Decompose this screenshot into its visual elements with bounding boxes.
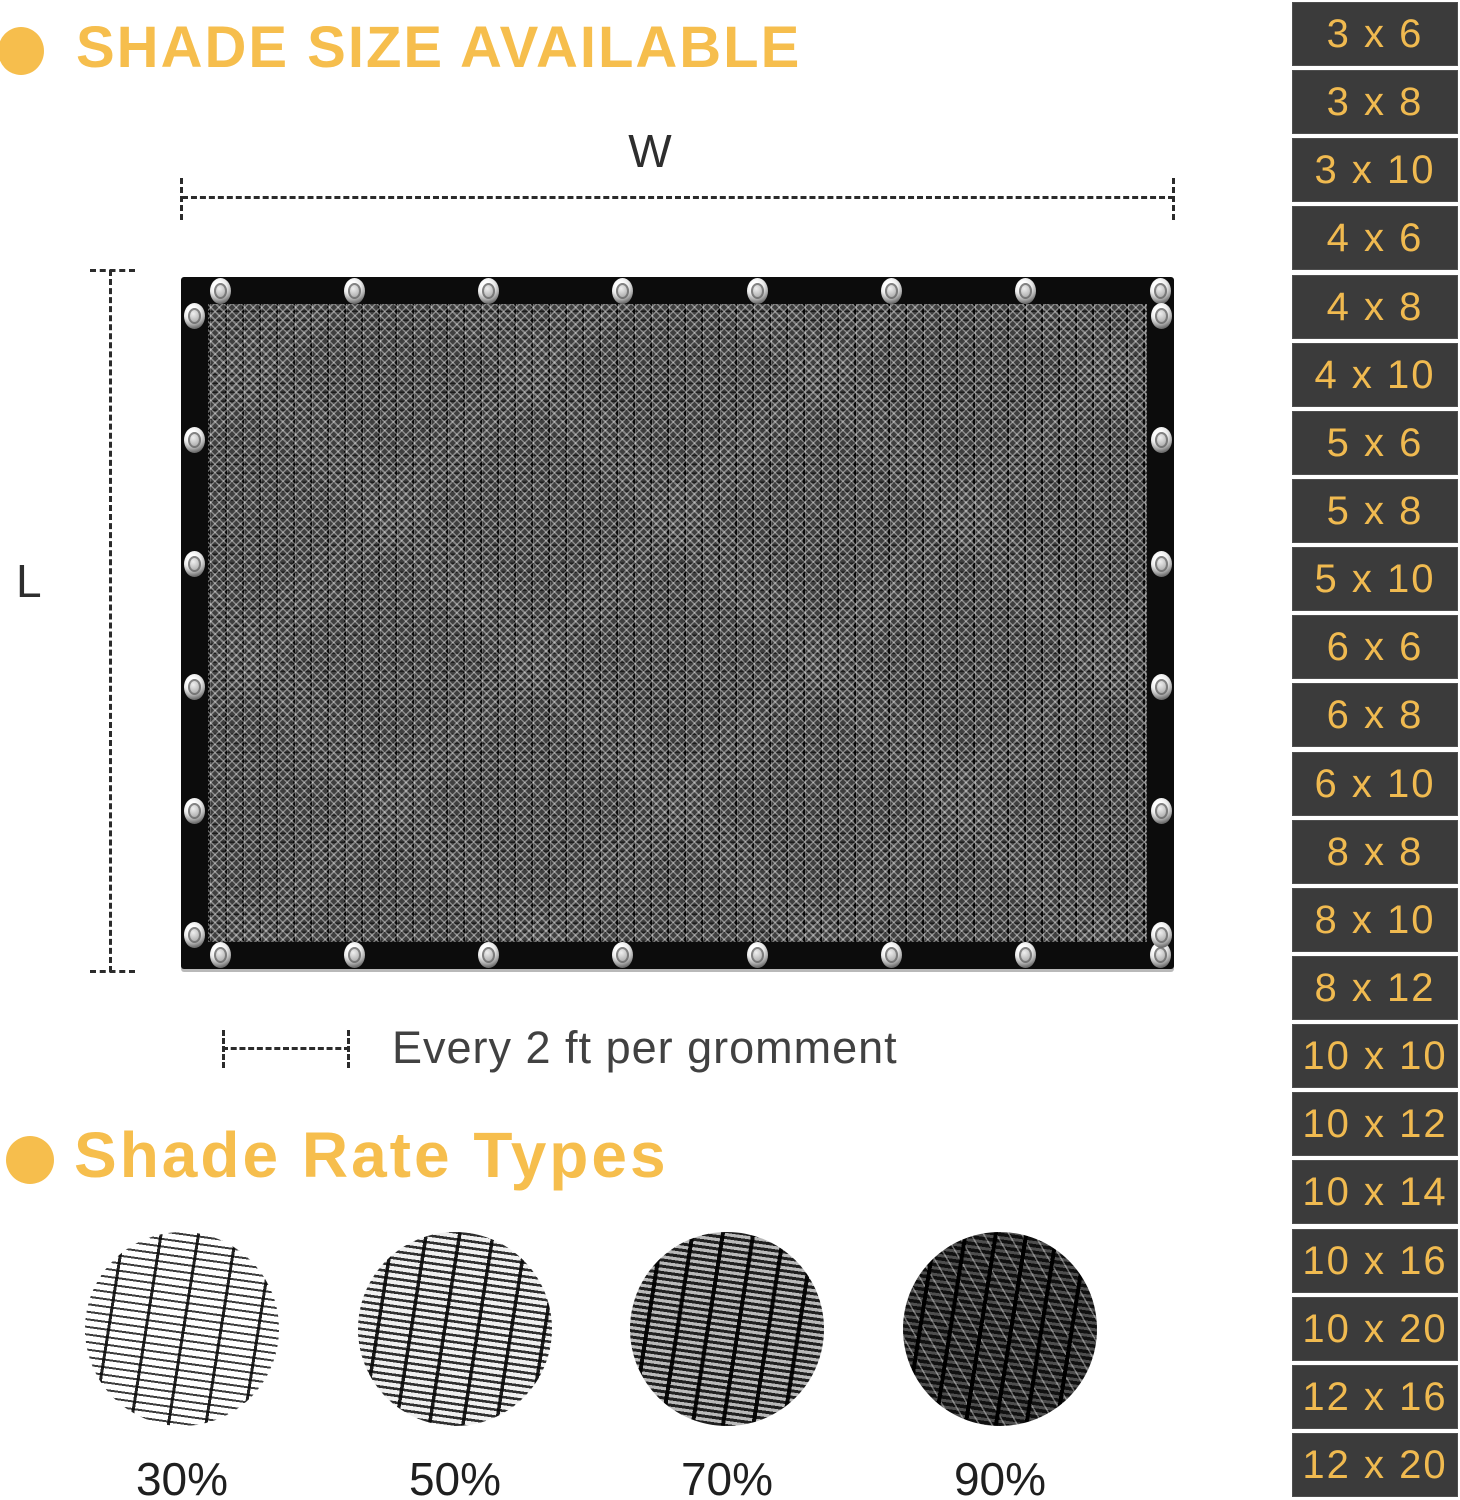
dimension-dash-bar xyxy=(222,1047,350,1050)
page-title: SHADE SIZE AVAILABLE xyxy=(76,15,802,80)
size-chip: 4 x 10 xyxy=(1292,343,1458,407)
shade-rate-percentage: 50% xyxy=(408,1453,502,1500)
size-chip: 12 x 16 xyxy=(1292,1365,1458,1429)
grommet-icon xyxy=(881,278,902,304)
size-chip: 10 x 20 xyxy=(1292,1297,1458,1361)
size-chip: 8 x 10 xyxy=(1292,888,1458,952)
mesh-sample-circle xyxy=(85,1232,279,1426)
size-chip: 10 x 14 xyxy=(1292,1160,1458,1224)
shade-rate-card xyxy=(903,1232,1097,1500)
grommet-icon xyxy=(1015,278,1036,304)
grommet-icon xyxy=(184,798,205,824)
grommet-icon xyxy=(1015,942,1036,968)
dimension-end-tick xyxy=(90,269,135,272)
size-chip: 6 x 10 xyxy=(1292,752,1458,816)
length-dimension-label: L xyxy=(16,555,42,607)
grommet-icon xyxy=(184,674,205,700)
grommet-spacing-note: Every 2 ft per gromment xyxy=(392,1022,898,1073)
grommet-icon xyxy=(1150,278,1171,304)
size-chip: 8 x 12 xyxy=(1292,956,1458,1020)
grommet-icon xyxy=(747,942,768,968)
size-chip: 6 x 6 xyxy=(1292,615,1458,679)
grommet-icon xyxy=(747,278,768,304)
size-chip: 4 x 6 xyxy=(1292,206,1458,270)
shade-rate-percentage: 30% xyxy=(135,1453,229,1500)
grommet-icon xyxy=(1151,798,1172,824)
size-chip: 3 x 8 xyxy=(1292,70,1458,134)
size-chip: 5 x 8 xyxy=(1292,479,1458,543)
grommet-icon xyxy=(184,551,205,577)
grommet-icon xyxy=(210,942,231,968)
grommet-icon xyxy=(478,942,499,968)
shade-rate-title: Shade Rate Types xyxy=(74,1119,669,1191)
width-dimension-line xyxy=(182,196,1174,199)
header-bullet-dot-icon xyxy=(0,27,44,75)
grommet-spacing-marker xyxy=(222,1030,350,1068)
size-chip: 10 x 16 xyxy=(1292,1229,1458,1293)
grommet-icon xyxy=(1151,674,1172,700)
shade-rate-percentage: 70% xyxy=(680,1453,774,1500)
size-chip: 5 x 10 xyxy=(1292,547,1458,611)
size-chip: 5 x 6 xyxy=(1292,411,1458,475)
grommet-icon xyxy=(612,278,633,304)
grommet-icon xyxy=(1151,551,1172,577)
mesh-sample-circle xyxy=(358,1232,552,1426)
grommet-icon xyxy=(1151,427,1172,453)
dimension-end-tick xyxy=(347,1030,350,1068)
grommet-icon xyxy=(184,922,205,948)
grommet-icon xyxy=(184,303,205,329)
size-chip: 10 x 12 xyxy=(1292,1092,1458,1156)
dimension-end-tick xyxy=(1172,178,1175,220)
shade-rate-card xyxy=(358,1232,552,1500)
dimension-end-tick xyxy=(180,178,183,220)
mesh-sample-circle xyxy=(630,1232,824,1426)
shade-net-illustration xyxy=(181,277,1174,969)
size-chip: 3 x 10 xyxy=(1292,138,1458,202)
shade-rate-percentage: 90% xyxy=(953,1453,1047,1500)
mesh-sample-circle xyxy=(903,1232,1097,1426)
shade-rate-bullet-dot-icon xyxy=(6,1136,54,1184)
mesh-texture xyxy=(208,304,1147,942)
size-chip: 6 x 8 xyxy=(1292,683,1458,747)
grommet-icon xyxy=(478,278,499,304)
size-chip: 12 x 20 xyxy=(1292,1433,1458,1497)
size-chip: 8 x 8 xyxy=(1292,820,1458,884)
grommet-icon xyxy=(881,942,902,968)
length-dimension-line xyxy=(109,270,112,972)
grommet-icon xyxy=(184,427,205,453)
grommet-icon xyxy=(612,942,633,968)
grommet-icon xyxy=(1151,303,1172,329)
grommet-icon xyxy=(1151,922,1172,948)
grommet-icon xyxy=(344,278,365,304)
shade-rate-card xyxy=(85,1232,279,1500)
dimension-end-tick xyxy=(90,970,135,973)
shade-rate-card xyxy=(630,1232,824,1500)
size-chip: 4 x 8 xyxy=(1292,275,1458,339)
grommet-icon xyxy=(344,942,365,968)
size-list xyxy=(1292,0,1458,1500)
grommet-icon xyxy=(210,278,231,304)
size-chip: 3 x 6 xyxy=(1292,2,1458,66)
size-chip: 10 x 10 xyxy=(1292,1024,1458,1088)
width-dimension-label: W xyxy=(628,125,672,177)
